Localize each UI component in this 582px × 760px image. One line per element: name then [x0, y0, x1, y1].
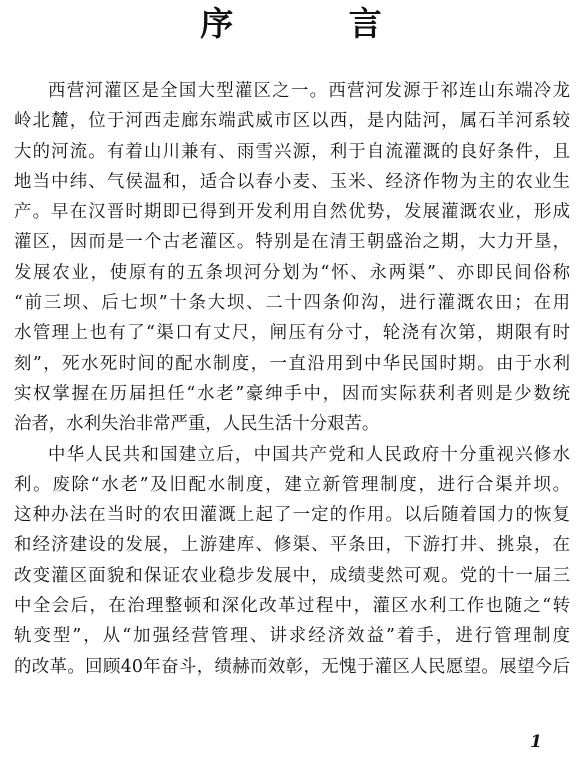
- text-line: 和经济建设的发展，上游建库、修渠、平条田，下游打井、挑泉，在: [14, 535, 570, 556]
- text-line: 中全会后，在治理整顿和深化改革过程中，灌区水利工作也随之“转: [14, 596, 570, 617]
- text-line: 中华人民共和国建立后，中国共产党和人民政府十分重视兴修水: [48, 444, 570, 465]
- text-line: 利。废除“水老”及旧配水制度，建立新管理制度，进行合渠并坝。: [14, 474, 570, 495]
- text-line: 改变灌区面貌和保证农业稳步发展中，成绩斐然可观。党的十一届三: [14, 565, 570, 586]
- text-line: 轨变型”，从“加强经营管理、讲求经济效益”着手，进行管理制度: [14, 626, 570, 647]
- text-line: 灌区，因而是一个古老灌区。特别是在清王朝盛治之期，大力开垦，: [14, 232, 570, 253]
- text-line: 产。早在汉晋时期即已得到开发利用自然优势，发展灌溉农业，形成: [14, 202, 570, 223]
- page-title: 序 言: [200, 4, 434, 43]
- text-line: 地当中纬、气侯温和，适合以春小麦、玉米、经济作物为主的农业生: [14, 171, 570, 192]
- text-line: 大的河流。有着山川兼有、雨雪兴源，利于自流灌溉的良好条件，且: [14, 141, 570, 162]
- text-line: 这种办法在当时的农田灌溉上起了一定的作用。以后随着国力的恢复: [14, 505, 570, 526]
- text-line: 岭北麓，位于河西走廊东端武威市区以西，是内陆河，属石羊河系较: [14, 111, 570, 132]
- text-line: 刻”，死水死时间的配水制度，一直沿用到中华民国时期。由于水利: [14, 353, 570, 374]
- text-line: 水管理上也有了“渠口有丈尺，闸压有分寸，轮浇有次第，期限有时: [14, 323, 570, 344]
- body-text: [14, 76, 570, 682]
- text-line: “前三坝、后七坝”十条大坝、二十四条仰沟，进行灌溉农田；在用: [14, 293, 570, 314]
- text-line: 西营河灌区是全国大型灌区之一。西营河发源于祁连山东端冷龙: [48, 81, 570, 101]
- text-line: 实权掌握在历届担任“水老”豪绅手中，因而实际获利者则是少数统: [14, 383, 570, 404]
- page-number: 1: [530, 732, 542, 752]
- text-line: 发展农业，使原有的五条坝河分划为“怀、永两渠”、亦即民间俗称: [14, 262, 570, 283]
- text-line: 治者，水利失治非常严重，人民生活十分艰苦。: [14, 414, 380, 435]
- text-line: 的改革。回顾40年奋斗，绩赫而效彰，无愧于灌区人民愿望。展望今后: [14, 656, 570, 677]
